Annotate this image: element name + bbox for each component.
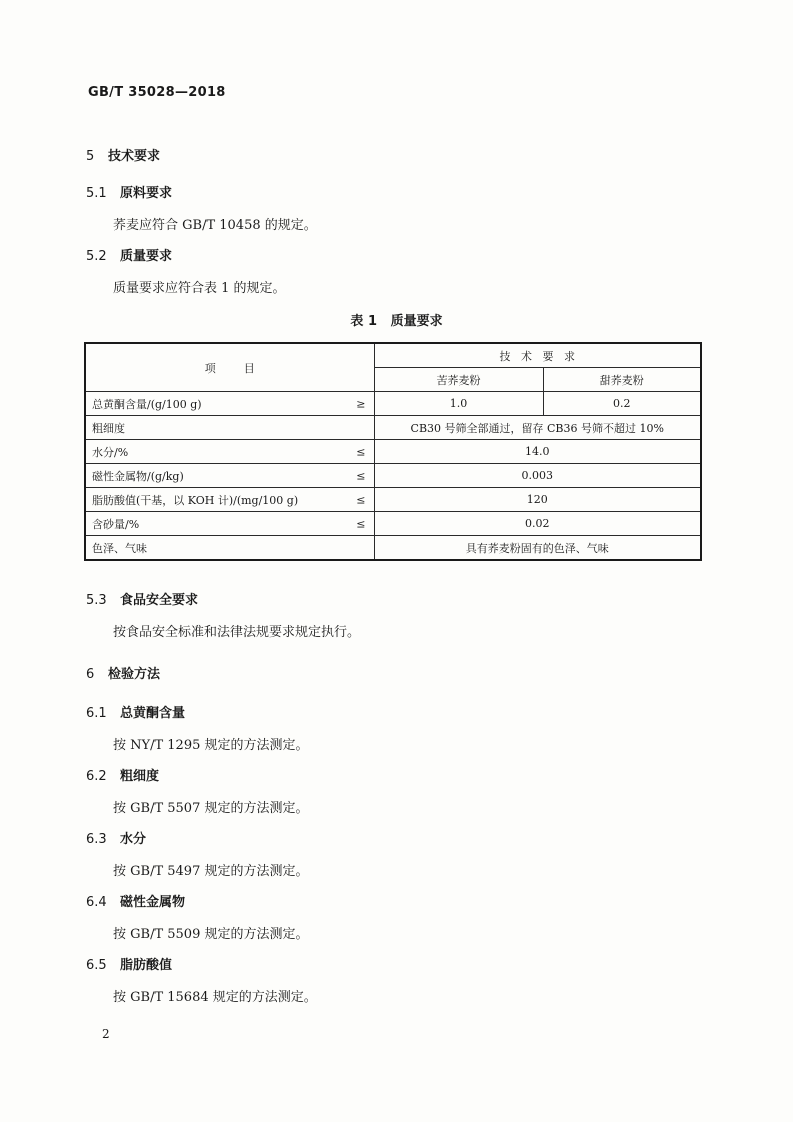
section-5-2-text: 质量要求应符合表 1 的规定。 (113, 281, 286, 296)
table-row (85, 464, 701, 488)
section-number: 6.1 (86, 706, 107, 721)
row-item-label: 水分/% (92, 445, 129, 459)
section-5-3-heading (86, 589, 198, 608)
section-title: 磁性金属物 (120, 895, 186, 910)
section-number: 6.5 (86, 958, 107, 973)
table-row (85, 416, 701, 440)
section-title: 检验方法 (108, 667, 161, 682)
table-caption: 表 1 质量要求 (350, 314, 443, 329)
table-row (85, 440, 701, 464)
section-6-4-text: 按 GB/T 5509 规定的方法测定。 (113, 927, 309, 942)
row-value-sweet: 0.2 (543, 392, 701, 416)
row-value: 具有荞麦粉固有的色泽、气味 (374, 536, 701, 561)
row-item (85, 464, 374, 488)
section-5-1-heading (86, 182, 172, 201)
section-5-3-text: 按食品安全标准和法律法规要求规定执行。 (113, 625, 361, 640)
column-header-tech: 技 术 要 求 (374, 343, 701, 368)
row-value: 0.003 (374, 464, 701, 488)
section-6-3-text: 按 GB/T 5497 规定的方法测定。 (113, 864, 309, 879)
column-header-item: 项 目 (85, 343, 374, 392)
column-header-sweet: 甜荞麦粉 (543, 368, 701, 392)
row-symbol: ≥ (356, 397, 366, 410)
section-title: 原料要求 (120, 186, 173, 201)
section-5-2-heading (86, 245, 172, 264)
section-6-1-heading (86, 702, 185, 721)
section-title: 食品安全要求 (120, 593, 199, 608)
section-5-1-text: 荞麦应符合 GB/T 10458 的规定。 (113, 218, 317, 233)
section-number: 6.2 (86, 769, 107, 784)
row-item (85, 512, 374, 536)
row-symbol: ≤ (356, 517, 366, 530)
table-header-row (85, 343, 701, 368)
row-item-label: 脂肪酸值(干基，以 KOH 计)/(mg/100 g) (92, 493, 299, 507)
section-6-5-heading (86, 954, 172, 973)
row-value: 0.02 (374, 512, 701, 536)
row-item (85, 392, 374, 416)
section-6-4-heading (86, 891, 185, 910)
section-number: 5.1 (86, 186, 107, 201)
section-6-5-text: 按 GB/T 15684 规定的方法测定。 (113, 990, 317, 1005)
section-number: 5 (86, 149, 95, 164)
table-row (85, 536, 701, 561)
row-item (85, 416, 374, 440)
row-item-label: 粗细度 (92, 421, 125, 435)
section-6-heading (86, 663, 160, 682)
section-6-1-text: 按 NY/T 1295 规定的方法测定。 (113, 738, 309, 753)
page-number: 2 (102, 1027, 110, 1041)
section-title: 粗细度 (120, 769, 160, 784)
row-item (85, 488, 374, 512)
row-item-label: 色泽、气味 (92, 541, 147, 555)
section-title: 质量要求 (120, 249, 173, 264)
row-symbol: ≤ (356, 493, 366, 506)
row-value: CB30 号筛全部通过，留存 CB36 号筛不超过 10% (374, 416, 701, 440)
row-item-label: 含砂量/% (92, 517, 140, 531)
row-value: 120 (374, 488, 701, 512)
section-title: 水分 (120, 832, 147, 847)
section-5-heading (86, 145, 160, 164)
row-value: 14.0 (374, 440, 701, 464)
section-number: 6.3 (86, 832, 107, 847)
column-header-bitter: 苦荞麦粉 (374, 368, 543, 392)
section-number: 5.2 (86, 249, 107, 264)
table-row (85, 512, 701, 536)
section-6-3-heading (86, 828, 146, 847)
row-symbol: ≤ (356, 469, 366, 482)
row-value-bitter: 1.0 (374, 392, 543, 416)
standard-id: GB/T 35028—2018 (88, 85, 226, 100)
section-6-2-heading (86, 765, 159, 784)
table-row (85, 392, 701, 416)
row-item-label: 总黄酮含量/(g/100 g) (92, 397, 202, 411)
table-row (85, 488, 701, 512)
section-number: 5.3 (86, 593, 107, 608)
section-6-2-text: 按 GB/T 5507 规定的方法测定。 (113, 801, 309, 816)
row-item-label: 磁性金属物/(g/kg) (92, 469, 184, 483)
row-item (85, 440, 374, 464)
quality-requirements-table (84, 342, 702, 561)
section-number: 6 (86, 667, 95, 682)
section-title: 总黄酮含量 (120, 706, 186, 721)
row-item (85, 536, 374, 561)
section-title: 技术要求 (108, 149, 161, 164)
row-symbol: ≤ (356, 445, 366, 458)
section-number: 6.4 (86, 895, 107, 910)
section-title: 脂肪酸值 (120, 958, 173, 973)
